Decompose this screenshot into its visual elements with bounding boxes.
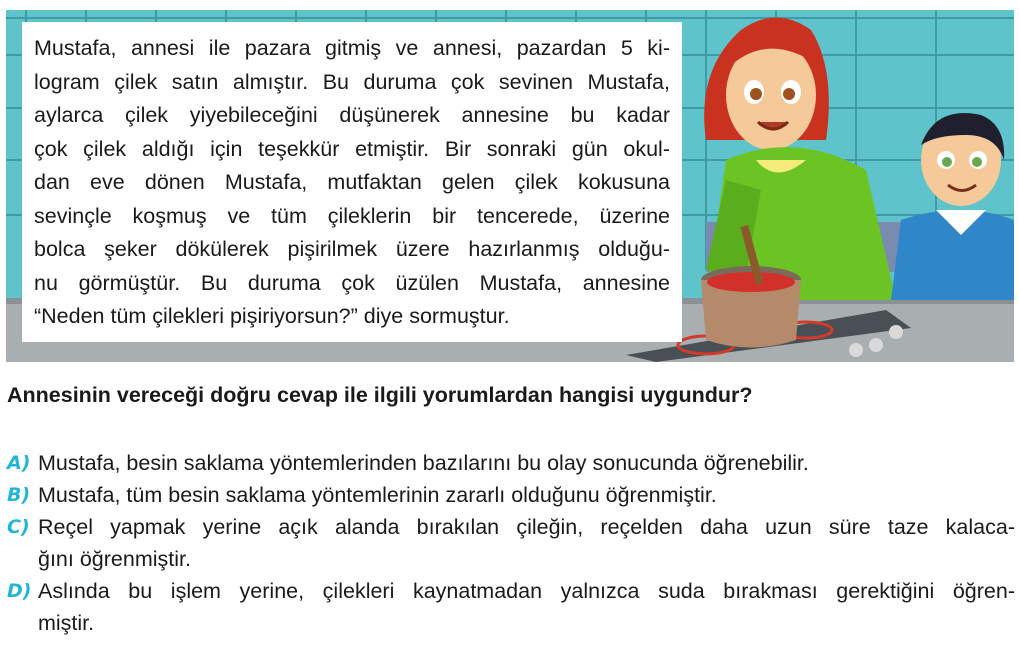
illustration-scene bbox=[6, 10, 1014, 362]
option-letter: C) bbox=[7, 516, 30, 538]
story-line: “Neden tüm çilekleri pişiriyorsun?” diye sormuştur. bbox=[34, 304, 510, 328]
story-text-box bbox=[22, 22, 682, 342]
option-b[interactable] bbox=[7, 479, 1015, 511]
option-a[interactable] bbox=[7, 447, 1015, 479]
story-line: dan eve dönen Mustafa, mutfaktan gelen çilek kokusuna bbox=[34, 170, 670, 194]
option-letter: A) bbox=[7, 452, 31, 474]
option-line: Mustafa, tüm besin saklama yöntemlerinin zararlı olduğunu öğrenmiştir. bbox=[38, 483, 717, 507]
answer-options bbox=[7, 447, 1015, 639]
option-line: Mustafa, besin saklama yöntemlerinden bazılarını bu olay sonucunda öğrenebilir. bbox=[38, 451, 809, 475]
option-line: ğını öğrenmiştir. bbox=[38, 547, 191, 571]
question-text: Annesinin vereceği doğru cevap ile ilgili yorumlardan hangisi uygundur? bbox=[7, 383, 753, 407]
option-text bbox=[38, 511, 1015, 575]
story-line: logram çilek satın almıştır. Bu duruma çok sevinen Mustafa, bbox=[34, 69, 670, 94]
option-letter: D) bbox=[7, 580, 32, 602]
option-line: Aslında bu işlem yerine, çilekleri kaynatmadan yalnızca suda bırakması gerektiğini öğren- bbox=[38, 579, 1015, 603]
option-c[interactable] bbox=[7, 511, 1015, 575]
story-line: bolca şeker dökülerek pişirilmek üzere hazırlanmış olduğu- bbox=[34, 237, 670, 261]
option-text bbox=[38, 447, 1015, 479]
story-line: Mustafa, annesi ile pazara gitmiş ve annesi, pazardan 5 ki- bbox=[34, 36, 670, 60]
option-text bbox=[38, 479, 1015, 511]
option-letter: B) bbox=[7, 484, 31, 506]
story-line: sevinçle koşmuş ve tüm çileklerin bir tencerede, üzerine bbox=[34, 203, 670, 228]
option-text bbox=[38, 575, 1015, 639]
option-line: Reçel yapmak yerine açık alanda bırakılan çileğin, reçelden daha uzun süre taze kalaca- bbox=[38, 515, 1015, 539]
story-line: aylarca çilek yiyebileceğini düşünerek annesine bu kadar bbox=[34, 103, 670, 127]
option-line: miştir. bbox=[38, 611, 95, 635]
story-line: çok çilek aldığı için teşekkür etmiştir. Bir sonraki gün okul- bbox=[34, 136, 670, 161]
option-d[interactable] bbox=[7, 575, 1015, 639]
story-line: nu görmüştür. Bu duruma çok üzülen Mustafa, annesine bbox=[34, 270, 670, 295]
